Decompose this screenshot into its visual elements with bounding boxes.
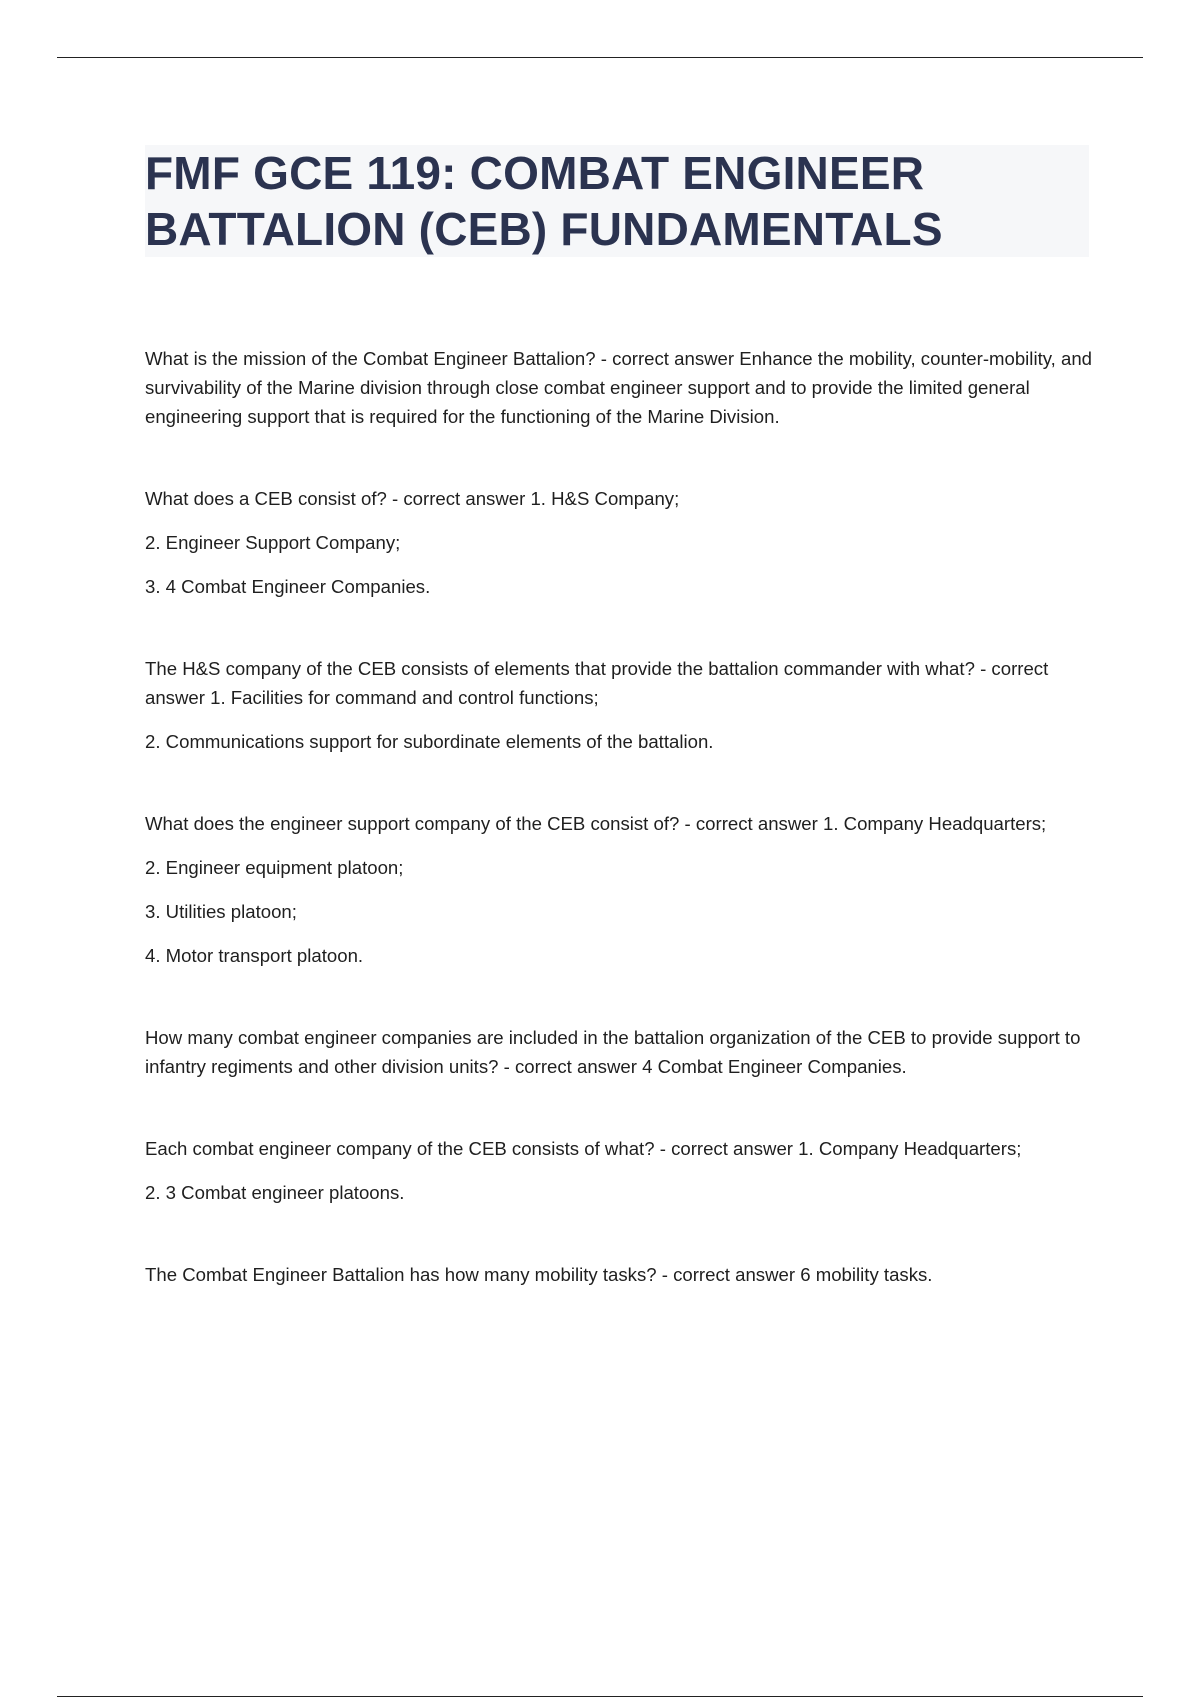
qa-paragraph: 4. Motor transport platoon. bbox=[145, 945, 364, 966]
qa-item bbox=[145, 654, 1100, 756]
qa-paragraph: What is the mission of the Combat Engineer Battalion? - correct answer Enhance the mobility, counter-mobility, and survivability of the Marine division through close combat engineer support and to provide the limited general engineering support that is required for the functioning of the Marine Division. bbox=[145, 348, 1093, 427]
qa-paragraph: 2. Engineer Support Company; bbox=[145, 532, 401, 553]
title-line-2: BATTALION (CEB) FUNDAMENTALS bbox=[145, 203, 943, 255]
bottom-rule bbox=[57, 1696, 1143, 1697]
qa-item bbox=[145, 1023, 1100, 1081]
qa-item bbox=[145, 809, 1100, 970]
title-block bbox=[145, 145, 1089, 257]
document-body bbox=[145, 344, 1100, 1342]
document-title bbox=[145, 145, 1089, 257]
qa-item bbox=[145, 1134, 1100, 1207]
qa-paragraph: Each combat engineer company of the CEB consists of what? - correct answer 1. Company Headquarters; bbox=[145, 1138, 1022, 1159]
qa-paragraph: 3. 4 Combat Engineer Companies. bbox=[145, 576, 431, 597]
top-rule bbox=[57, 57, 1143, 58]
qa-item bbox=[145, 1260, 1100, 1289]
qa-paragraph: What does a CEB consist of? - correct answer 1. H&S Company; bbox=[145, 488, 680, 509]
qa-item bbox=[145, 344, 1100, 431]
qa-item bbox=[145, 484, 1100, 601]
qa-paragraph: What does the engineer support company of the CEB consist of? - correct answer 1. Company Headquarters; bbox=[145, 813, 1047, 834]
title-line-1: FMF GCE 119: COMBAT ENGINEER bbox=[145, 147, 925, 199]
qa-paragraph: 3. Utilities platoon; bbox=[145, 901, 297, 922]
qa-paragraph: How many combat engineer companies are included in the battalion organization of the CEB to provide support to infantry regiments and other division units? - correct answer 4 Combat Engineer Companies. bbox=[145, 1027, 1081, 1077]
qa-paragraph: 2. Engineer equipment platoon; bbox=[145, 857, 404, 878]
qa-paragraph: 2. Communications support for subordinate elements of the battalion. bbox=[145, 731, 714, 752]
qa-paragraph: The H&S company of the CEB consists of elements that provide the battalion commander with what? - correct answer 1. Facilities for command and control functions; bbox=[145, 658, 1049, 708]
qa-paragraph: The Combat Engineer Battalion has how many mobility tasks? - correct answer 6 mobility tasks. bbox=[145, 1264, 933, 1285]
qa-paragraph: 2. 3 Combat engineer platoons. bbox=[145, 1182, 405, 1203]
